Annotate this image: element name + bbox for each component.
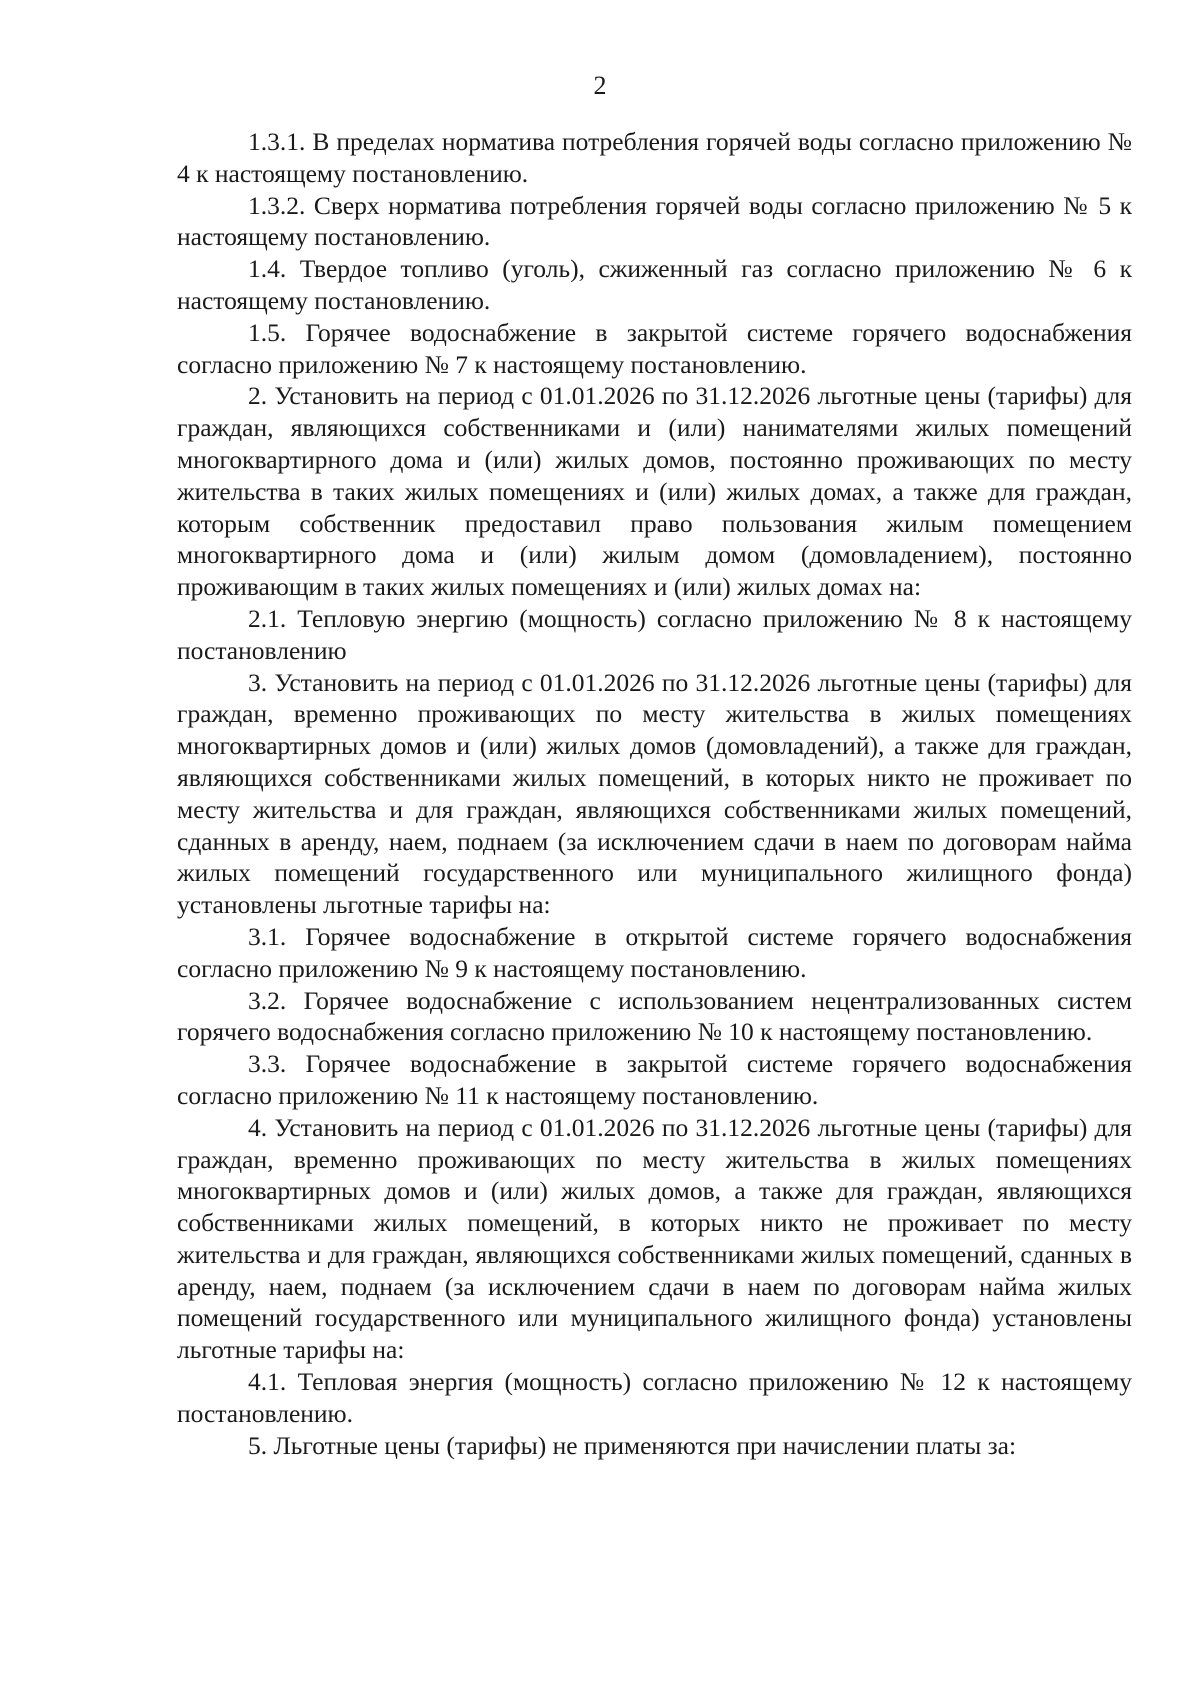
paragraph-3-3: 3.3. Горячее водоснабжение в закрытой системе горячего водоснабжения согласно приложению № 11 к настоящему постановлению. bbox=[177, 1049, 1132, 1110]
paragraph-1-4: 1.4. Твердое топливо (уголь), сжиженный газ согласно приложению № 6 к настоящему постановлению. bbox=[177, 254, 1132, 315]
paragraph-1-5: 1.5. Горячее водоснабжение в закрытой системе горячего водоснабжения согласно приложению № 7 к настоящему постановлению. bbox=[177, 317, 1132, 379]
paragraph-4: 4. Установить на период с 01.01.2026 по 31.12.2026 льготные цены (тарифы) для граждан, временно проживающих по месту жительства в жилых помещениях многоквартирных домов и (или) жилых домов, а также для граждан, являющихся собственниками жилых помещений, в которых никто не проживает по месту жительства и для граждан, являющихся собственниками жилых помещений, сданных в аренду, наем, поднаем (за исключением сдачи в наем по договорам найма жилых помещений государственного или муниципального жилищного фонда) установлены льготные тарифы на: bbox=[177, 1112, 1132, 1365]
paragraph-3-2: 3.2. Горячее водоснабжение с использованием нецентрализованных систем горячего водоснабжения согласно приложению № 10 к настоящему постановлению. bbox=[177, 985, 1132, 1047]
document-body bbox=[177, 126, 1132, 1461]
paragraph-2-1: 2.1. Тепловую энергию (мощность) согласно приложению № 8 к настоящему постановлению bbox=[177, 603, 1132, 665]
paragraph-5: 5. Льготные цены (тарифы) не применяются при начислении платы за: bbox=[248, 1430, 1017, 1460]
paragraph-1-3-1: 1.3.1. В пределах норматива потребления горячей воды согласно приложению № 4 к настоящему постановлению. bbox=[177, 127, 1132, 188]
paragraph-1-3-2: 1.3.2. Сверх норматива потребления горячей воды согласно приложению № 5 к настоящему постановлению. bbox=[177, 190, 1132, 252]
paragraph-3-1: 3.1. Горячее водоснабжение в открытой системе горячего водоснабжения согласно приложению № 9 к настоящему постановлению. bbox=[177, 921, 1132, 983]
paragraph-3: 3. Установить на период с 01.01.2026 по 31.12.2026 льготные цены (тарифы) для граждан, временно проживающих по месту жительства в жилых помещениях многоквартирных домов и (или) жилых домов (домовладений), а также для граждан, являющихся собственниками жилых помещений, в которых никто не проживает по месту жительства и для граждан, являющихся собственниками жилых помещений, сданных в аренду, наем, поднаем (за исключением сдачи в наем по договорам найма жилых помещений государственного или муниципального жилищного фонда) установлены льготные тарифы на: bbox=[177, 667, 1132, 920]
paragraph-4-1: 4.1. Тепловая энергия (мощность) согласно приложению № 12 к настоящему постановлению. bbox=[177, 1367, 1132, 1428]
paragraph-2: 2. Установить на период с 01.01.2026 по 31.12.2026 льготные цены (тарифы) для граждан, являющихся собственниками и (или) нанимателями жилых помещений многоквартирного дома и (или) жилых домов, постоянно проживающих по месту жительства в таких жилых помещениях и (или) жилых домах, а также для граждан, которым собственник предоставил право пользования жилым помещением многоквартирного дома и (или) жилым домом (домовладением), постоянно проживающим в таких жилых помещениях и (или) жилых домах на: bbox=[177, 381, 1132, 602]
page-number: 2 bbox=[593, 71, 607, 100]
